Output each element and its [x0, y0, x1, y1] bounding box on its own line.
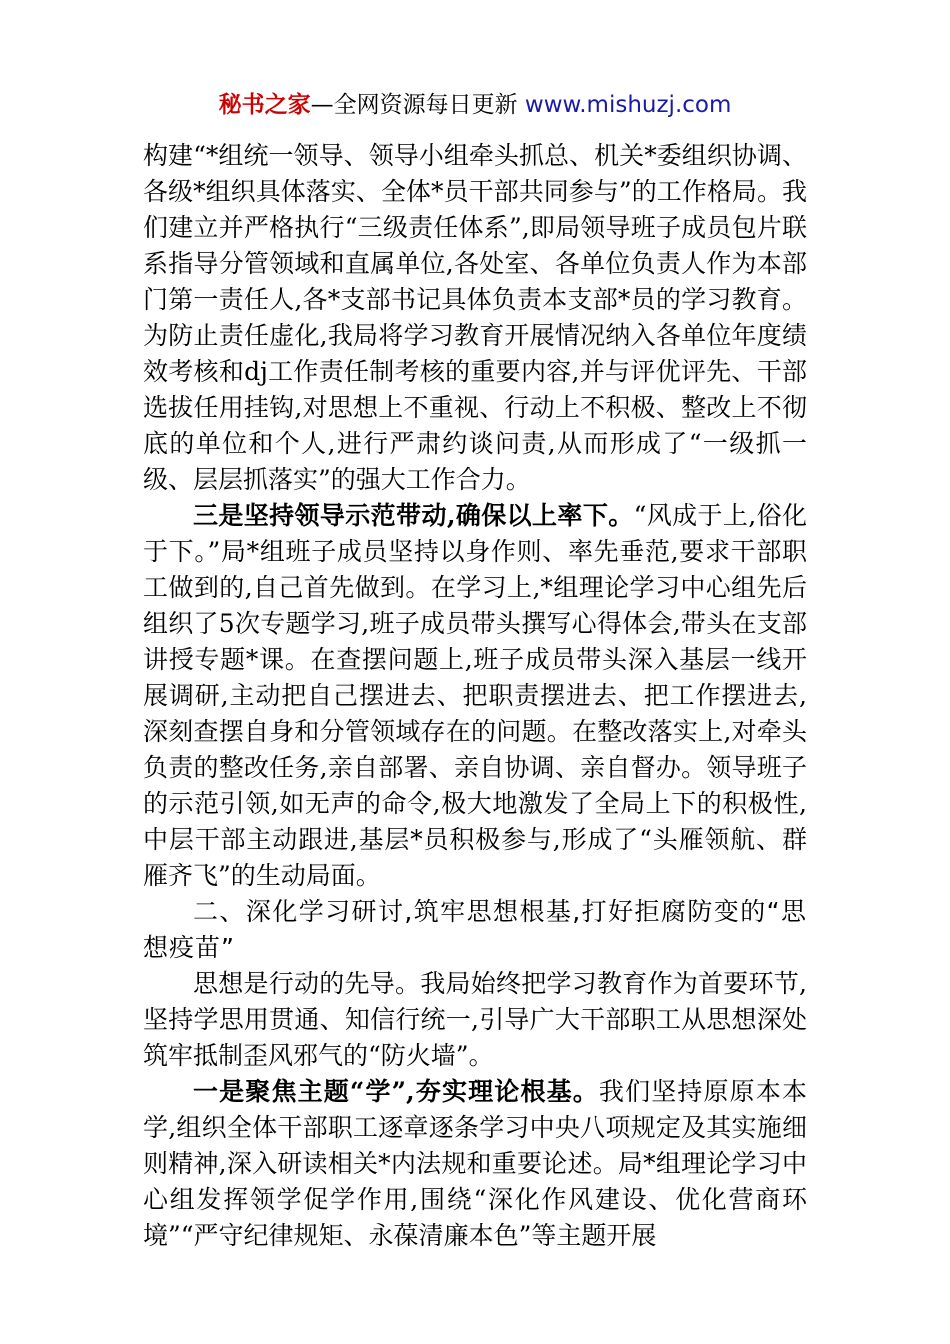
paragraph-focus-theme-study [143, 1074, 807, 1254]
paragraph-thought-guidance: 思想是行动的先导。我局始终把学习教育作为首要环节,坚持学思用贯通、知信行统一,引导广大干部职工从思想深处筑牢抵制歪风邪气的“防火墙”。 [143, 969, 807, 1070]
site-header [0, 88, 950, 122]
section-heading-2: 二、深化学习研讨,筑牢思想根基,打好拒腐防变的“思想疫苗” [143, 897, 807, 962]
paragraph-lead-heading: 三是坚持领导示范带动,确保以上率下。 [193, 501, 634, 530]
paragraph-responsibility-system: 构建“*组统一领导、领导小组牵头抓总、机关*委组织协调、各级*组织具体落实、全体*员干部共同参与”的工作格局。我们建立并严格执行“三级责任体系”,即局领导班子成员包片联系指导分管领域和直属单位,各处室、各单位负责人作为本部门第一责任人,各*支部书记具体负责本支部*员的学习教育。为防止责任虚化,我局将学习教育开展情况纳入各单位年度绩效考核和dj工作责任制考核的重要内容,并与评优评先、干部选拔任用挂钩,对思想上不重视、行动上不积极、整改上不彻底的单位和个人,进行严肃约谈问责,从而形成了“一级抓一级、层层抓落实”的强大工作合力。 [143, 141, 807, 494]
site-brand: 秘书之家 [218, 92, 311, 118]
paragraph-text: 我们坚持原原本本学,组织全体干部职工逐章逐条学习中央八项规定及其实施细则精神,深入研读相关*内法规和重要论述。局*组理论学习中心组发挥领学促学作用,围绕“深化作风建设、优化营商环境”“严守纪律规矩、永葆清廉本色”等主题开展 [143, 1077, 807, 1250]
paragraph-lead-heading: 一是聚焦主题“学”,夯实理论根基。 [193, 1077, 599, 1106]
site-tagline: —全网资源每日更新 [310, 92, 525, 118]
paragraph-leadership-example [143, 498, 807, 894]
paragraph-text: “风成于上,俗化于下。”局*组班子成员坚持以身作则、率先垂范,要求干部职工做到的,自己首先做到。在学习上,*组理论学习中心组先后组织了5次专题学习,班子成员带头撰写心得体会,带头在支部讲授专题*课。在查摆问题上,班子成员带头深入基层一线开展调研,主动把自己摆进去、把职责摆进去、把工作摆进去,深刻查摆自身和分管领域存在的问题。在整改落实上,对牵头负责的整改任务,亲自部署、亲自协调、亲自督办。领导班子的示范引领,如无声的命令,极大地激发了全局上下的积极性,中层干部主动跟进,基层*员积极参与,形成了“头雁领航、群雁齐飞”的生动局面。 [143, 501, 807, 890]
document-body [143, 138, 807, 1254]
site-url-link[interactable]: www.mishuzj.com [524, 92, 732, 118]
